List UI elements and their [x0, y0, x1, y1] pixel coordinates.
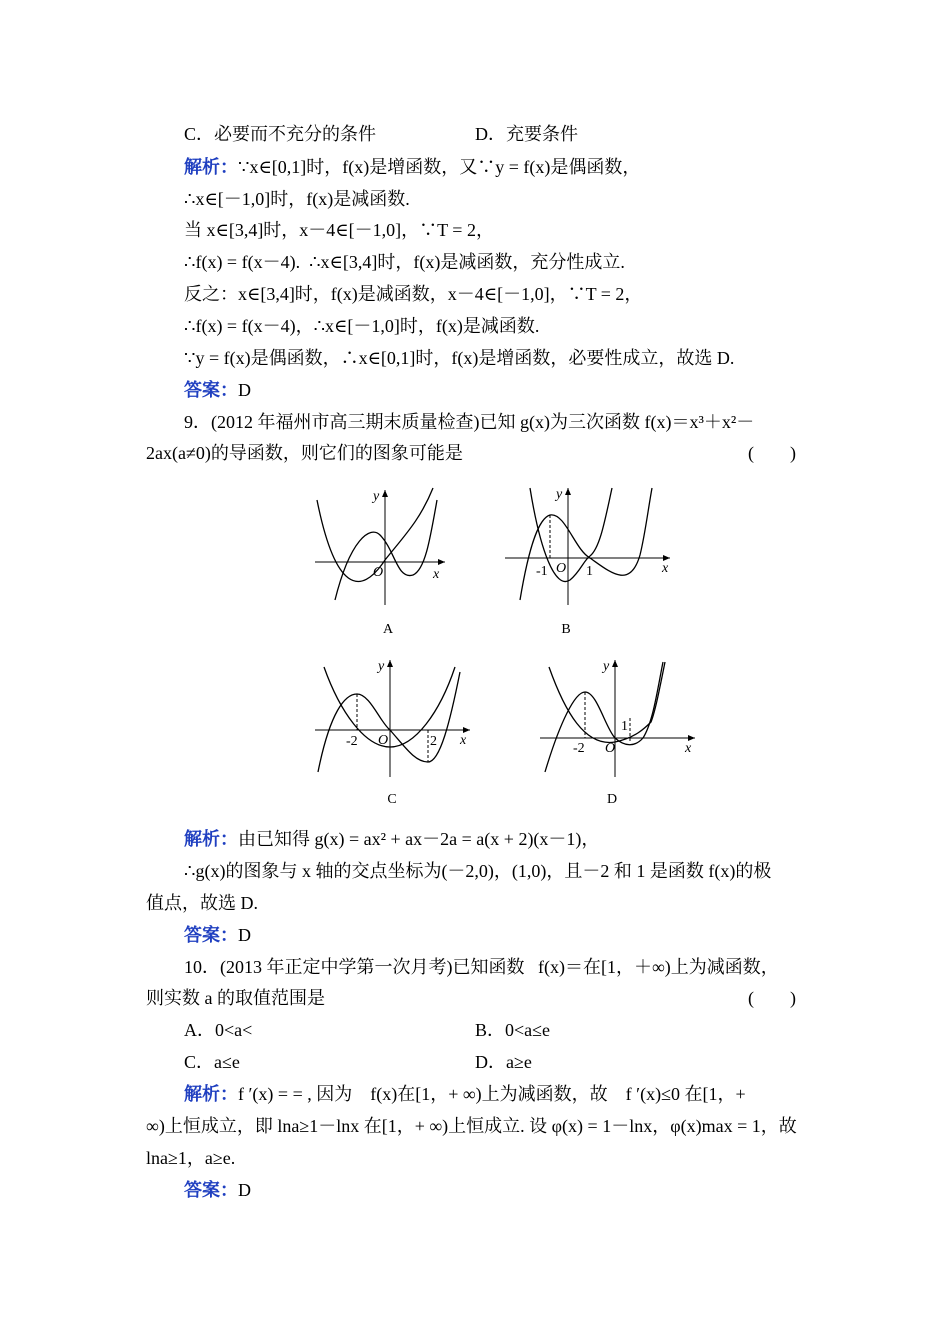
tick-label: -2 [573, 741, 585, 756]
graph-c-caption: C [387, 792, 397, 807]
solution-line [184, 155, 640, 179]
origin-label: O [373, 565, 384, 580]
graph-a [305, 480, 455, 610]
solution-line: 当 x∈[3,4]时，x－4∈[－1,0]，∵T = 2， [184, 220, 494, 240]
answer-blank: ( ) [748, 988, 796, 1008]
origin-label: O [605, 741, 616, 756]
answer-value: D [238, 925, 251, 945]
answer-line [184, 923, 251, 947]
option-d: D．a≥e [475, 1052, 532, 1072]
answer-blank: ( ) [748, 443, 796, 463]
question-9-text: 9．(2012 年福州市高三期末质量检查)已知 g(x)为三次函数 f(x)＝x³＋x²－ [184, 412, 755, 432]
x-axis-label: x [433, 567, 440, 582]
solution-line: lna≥1，a≥e. [146, 1148, 236, 1168]
y-axis-label: y [373, 489, 380, 504]
question-10-text: 则实数 a 的取值范围是 [146, 988, 325, 1008]
graph-d-caption: D [606, 792, 618, 807]
graph-b-caption: B [561, 622, 571, 637]
solution-line: ∴g(x)的图象与 x 轴的交点坐标为(－2,0)，(1,0)，且－2 和 1 是函数 f(x)的极 [184, 861, 772, 881]
x-axis-label: x [685, 741, 692, 756]
y-axis-label: y [378, 659, 385, 674]
option-a: A．0<a< [184, 1020, 253, 1040]
solution-line: 反之：x∈[3,4]时，f(x)是减函数，x－4∈[－1,0]，∵T = 2， [184, 284, 643, 304]
answer-value: D [238, 1180, 251, 1200]
tick-label: 2 [430, 734, 437, 749]
y-axis-label: y [556, 487, 563, 502]
answer-label: 答案： [184, 925, 238, 945]
solution-label: 解析： [184, 1084, 238, 1104]
tick-label: -2 [346, 734, 358, 749]
y-axis-label: y [603, 659, 610, 674]
solution-line: ∴f(x) = f(x－4). ∴x∈[3,4]时，f(x)是减函数，充分性成立. [184, 252, 625, 272]
graph-a-caption: A [382, 622, 394, 637]
graph-b [500, 480, 675, 610]
tick-label: 1 [586, 564, 593, 579]
solution-line: ∞)上恒成立，即 lna≥1－lnx 在[1，+ ∞)上恒成立. 设 φ(x) = 1－lnx，φ(x)max = 1，故 [146, 1116, 797, 1136]
tick-label: -1 [536, 564, 548, 579]
solution-line: ∴x∈[－1,0]时，f(x)是减函数. [184, 189, 410, 209]
solution-line [184, 1082, 746, 1106]
option-c: C．必要而不充分的条件 [184, 124, 377, 144]
solution-label: 解析： [184, 157, 238, 177]
solution-text: f ′(x) = = , 因为 f(x)在[1，+ ∞)上为减函数，故 f ′(x)≤0 在[1，+ [238, 1084, 746, 1104]
solution-line: ∵y = f(x)是偶函数，∴x∈[0,1]时，f(x)是增函数，必要性成立，故选 D. [184, 348, 735, 368]
solution-line: 值点，故选 D. [146, 893, 258, 913]
option-c: C．a≤e [184, 1052, 240, 1072]
solution-line [184, 827, 599, 851]
graph-d [535, 652, 700, 782]
question-10-text: 10．(2013 年正定中学第一次月考)已知函数 f(x)＝在[1，＋∞)上为减函数， [184, 957, 779, 977]
option-d: D．充要条件 [475, 124, 578, 144]
origin-label: O [378, 733, 389, 748]
solution-label: 解析： [184, 829, 238, 849]
answer-label: 答案： [184, 380, 238, 400]
x-axis-label: x [662, 561, 669, 576]
answer-line [184, 1178, 251, 1202]
solution-text: ∵x∈[0,1]时，f(x)是增函数，又∵y = f(x)是偶函数， [238, 157, 641, 177]
x-axis-label: x [460, 733, 467, 748]
tick-label: 1 [621, 719, 628, 734]
answer-label: 答案： [184, 1180, 238, 1200]
solution-line: ∴f(x) = f(x－4)，∴x∈[－1,0]时，f(x)是减函数. [184, 316, 540, 336]
answer-line [184, 378, 251, 402]
question-9-text: 2ax(a≠0)的导函数，则它们的图象可能是 [146, 443, 463, 463]
option-b: B．0<a≤e [475, 1020, 551, 1040]
graph-c [310, 652, 475, 782]
origin-label: O [556, 561, 567, 576]
solution-text: 由已知得 g(x) = ax² + ax－2a = a(x + 2)(x－1)， [238, 829, 600, 849]
answer-value: D [238, 380, 251, 400]
